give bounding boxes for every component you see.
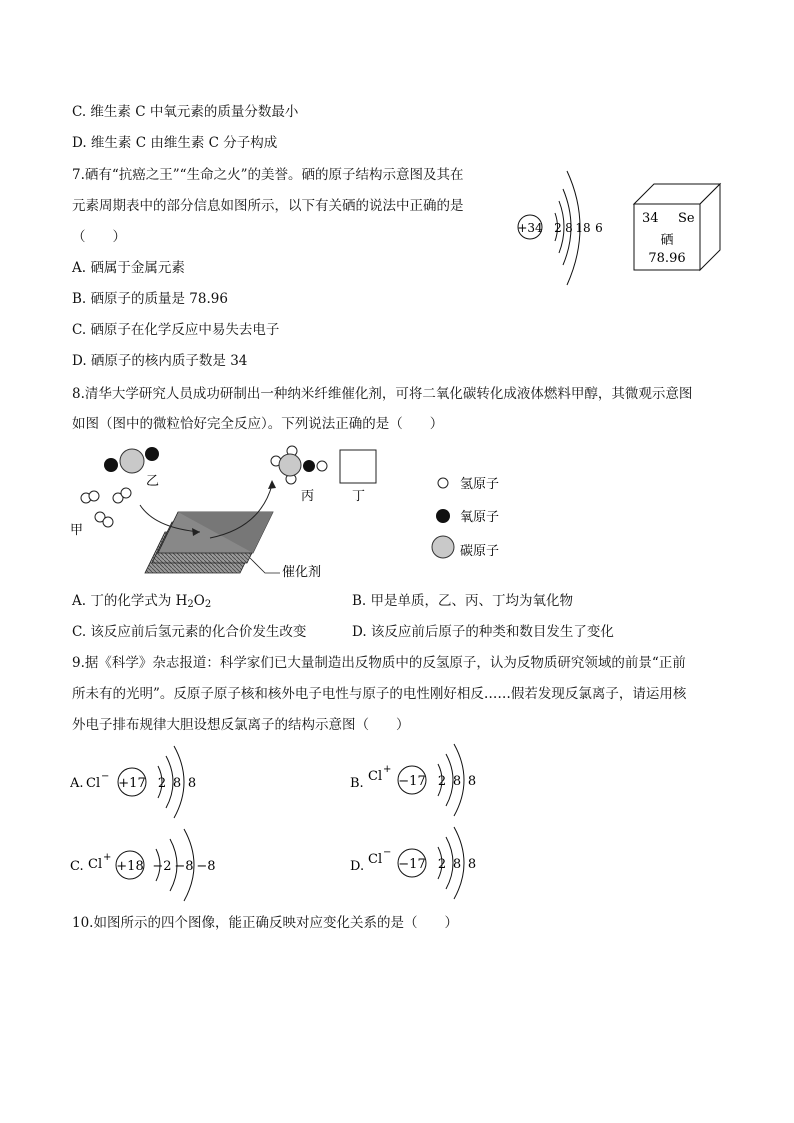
se-shell-3: 18: [575, 221, 591, 235]
q7-stem-line1: 7.硒有“抗癌之王”“生命之火”的美誉。硒的原子结构示意图及其在: [72, 167, 464, 183]
legend-carbon-icon: [432, 536, 454, 558]
label-jia: 甲: [70, 523, 84, 538]
q8-stem-line2: 如图（图中的微粒恰好完全反应）。下列说法正确的是（ ）: [72, 416, 444, 432]
q9-c-nucleus: +18: [116, 859, 144, 874]
q10-stem: 10.如图所示的四个图像，能正确反映对应变化关系的是（ ）: [72, 915, 458, 931]
q9-d-nucleus: −17: [398, 857, 426, 872]
se-nucleus-charge: +34: [517, 221, 543, 235]
q9-a-charge: −: [101, 771, 110, 782]
yi-oxygen-atom-right: [145, 447, 159, 461]
q9-option-c-diagram: [70, 825, 230, 905]
q9-d-letter: D.: [350, 859, 365, 874]
se-shell-4: 6: [595, 221, 603, 235]
q9-b-shell-3: 8: [467, 774, 477, 789]
q7-option-d: D. 硒原子的核内质子数是 34: [72, 353, 248, 369]
label-catalyst: 催化剂: [282, 565, 322, 580]
q9-b-ion: Cl: [368, 769, 383, 784]
label-yi: 乙: [146, 474, 160, 489]
q9-option-a-diagram: [70, 742, 210, 822]
se-shell-1: 2: [554, 221, 562, 235]
q9-c-ion: Cl: [88, 857, 103, 872]
q8-stem-line1: 8.清华大学研究人员成功研制出一种纳米纤维催化剂，可将二氧化碳转化成液体燃料甲醇，其微观示意图: [72, 386, 693, 402]
q9-option-d-diagram: [350, 825, 490, 905]
legend-hydrogen: 氢原子: [460, 477, 500, 492]
se-atomic-number: 34: [642, 211, 659, 226]
q9-b-shell-2: 8: [452, 774, 462, 789]
q9-option-b-diagram: [350, 742, 490, 822]
legend-oxygen: 氧原子: [460, 510, 500, 525]
q9-d-shell-1: 2: [437, 857, 447, 872]
q7-answer-blank: （ ）: [72, 229, 126, 245]
q9-a-nucleus: +17: [118, 776, 146, 791]
q9-d-charge: −: [383, 847, 392, 858]
se-shell-2: 8: [565, 221, 573, 235]
legend-carbon: 碳原子: [460, 544, 500, 559]
q7-stem-line2: 元素周期表中的部分信息如图所示，以下有关硒的说法中正确的是: [72, 198, 464, 214]
q9-c-charge: +: [103, 852, 112, 863]
se-name: 硒: [660, 233, 674, 248]
yi-carbon-atom: [120, 449, 144, 473]
q9-a-letter: A.: [70, 776, 84, 791]
q9-b-shell-1: 2: [437, 774, 447, 789]
q9-d-shell-3: 8: [467, 857, 477, 872]
selenium-atom-diagram: [515, 165, 615, 290]
selenium-element-cell: [630, 182, 726, 274]
q9-b-charge: +: [383, 764, 392, 775]
q9-c-shell-2: −8: [174, 859, 194, 874]
q8-option-a: A. 丁的化学式为 $H_2O_2$: [72, 593, 212, 610]
q9-stem-line2: 所未有的光明”。反原子原子核和核外电子电性与原子的电性刚好相反……假若发现反氯离子，请运用核: [72, 686, 687, 702]
q9-b-letter: B.: [350, 776, 364, 791]
ding-empty-box: [340, 450, 376, 483]
q9-d-shell-2: 8: [452, 857, 462, 872]
q8-option-c: C. 该反应前后氢元素的化合价发生改变: [72, 624, 307, 640]
yi-oxygen-atom-left: [104, 458, 118, 472]
q9-a-shell-1: 2: [157, 776, 167, 791]
q6-option-d: D. 维生素 C 由维生素 C 分子构成: [72, 135, 278, 151]
q9-c-letter: C.: [70, 859, 84, 874]
q9-b-nucleus: −17: [398, 774, 426, 789]
q8-option-b: B. 甲是单质，乙、丙、丁均为氧化物: [352, 593, 574, 609]
reaction-micro-diagram: [60, 440, 520, 585]
q9-stem-line1: 9.据《科学》杂志报道：科学家们已大量制造出反物质中的反氢原子，认为反物质研究领域的前景“正前: [72, 655, 686, 671]
q7-option-c: C. 硒原子在化学反应中易失去电子: [72, 322, 280, 338]
q7-option-b: B. 硒原子的质量是 78.96: [72, 291, 228, 307]
q8-option-d: D. 该反应前后原子的种类和数目发生了变化: [352, 624, 614, 640]
se-atomic-mass: 78.96: [648, 251, 686, 266]
legend-hydrogen-icon: [438, 478, 448, 488]
q7-option-a: A. 硒属于金属元素: [72, 260, 185, 276]
legend-oxygen-icon: [436, 509, 450, 523]
q9-a-shell-3: 8: [187, 776, 197, 791]
q9-stem-line3: 外电子排布规律大胆设想反氯离子的结构示意图（ ）: [72, 717, 410, 733]
q9-a-ion: Cl: [86, 776, 101, 791]
q9-c-shell-1: −2: [152, 859, 172, 874]
q9-a-shell-2: 8: [172, 776, 182, 791]
label-bing: 丙: [301, 489, 315, 504]
q9-c-shell-3: −8: [196, 859, 216, 874]
q6-option-c: C. 维生素 C 中氧元素的质量分数最小: [72, 104, 299, 120]
se-symbol: Se: [678, 211, 695, 226]
label-ding: 丁: [352, 489, 366, 504]
q9-d-ion: Cl: [368, 852, 383, 867]
